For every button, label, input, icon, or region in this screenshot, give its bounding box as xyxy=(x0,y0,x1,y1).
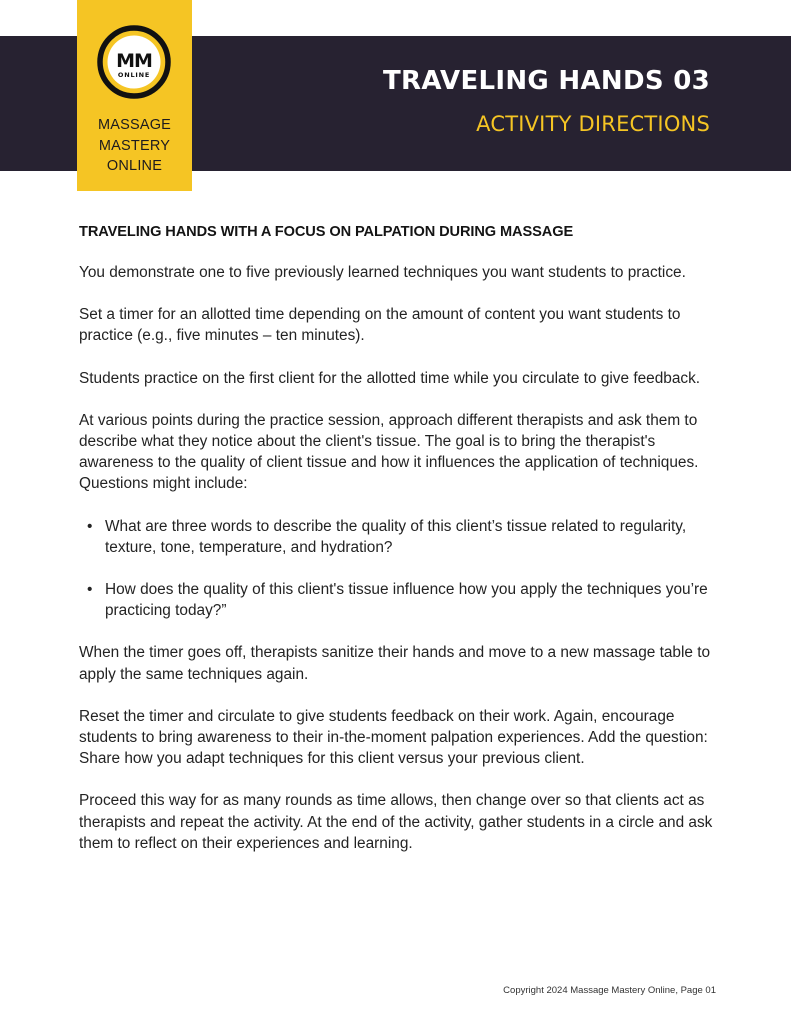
paragraph: At various points during the practice session, approach different therapists and ask them to describe what they notice about the client's tissue. The goal is to bring the therapist's awareness to the quality of client tissue and how it influences the application of techniques. Questions might include: xyxy=(79,411,699,493)
document-subtitle: ACTIVITY DIRECTIONS xyxy=(476,112,710,136)
bullet-icon: • xyxy=(87,581,93,599)
paragraph: When the timer goes off, therapists sanitize their hands and move to a new massage table to apply the same techniques again. xyxy=(79,644,711,683)
document-body xyxy=(79,222,729,875)
question-text: How does the quality of this client's tissue influence how you apply the techniques you’re practicing today?” xyxy=(105,581,708,620)
question-list xyxy=(79,516,729,622)
paragraph: Proceed this way for as many rounds as time allows, then change over so that clients act as therapists and repeat the activity. At the end of the activity, gather students in a circle and ask them to reflect on their experiences and learning. xyxy=(79,792,713,852)
brand-name-line: ONLINE xyxy=(106,158,163,174)
paragraph: Set a timer for an allotted time depending on the amount of content you want students to practice (e.g., five minutes – ten minutes). xyxy=(79,306,681,345)
brand-name-line: MASTERY xyxy=(98,137,171,154)
paragraph: You demonstrate one to five previously learned techniques you want students to practice. xyxy=(79,264,686,281)
document-title: TRAVELING HANDS 03 xyxy=(383,66,710,96)
bullet-icon: • xyxy=(87,517,93,535)
list-item xyxy=(87,579,729,621)
brand-name xyxy=(77,115,192,177)
brand-name-line: MASSAGE xyxy=(97,117,172,133)
paragraph: Students practice on the first client for the allotted time while you circulate to give feedback. xyxy=(79,369,701,387)
logo-sub-text: ONLINE xyxy=(117,71,151,79)
logo-main-text: MM xyxy=(116,50,152,72)
list-item xyxy=(87,516,729,558)
paragraph: Reset the timer and circulate to give students feedback on their work. Again, encourage students to bring awareness to their in-the-moment palpation experiences. Add the question: Share how you adapt techniques for this client versus your previous client. xyxy=(79,707,708,768)
page-footer: Copyright 2024 Massage Mastery Online, Page 01 xyxy=(503,985,716,996)
mm-online-logo-icon xyxy=(97,25,171,99)
question-text: What are three words to describe the quality of this client’s tissue related to regularity, texture, tone, temperature, and hydration? xyxy=(105,517,687,556)
section-heading: TRAVELING HANDS WITH A FOCUS ON PALPATION DURING MASSAGE xyxy=(79,224,574,240)
